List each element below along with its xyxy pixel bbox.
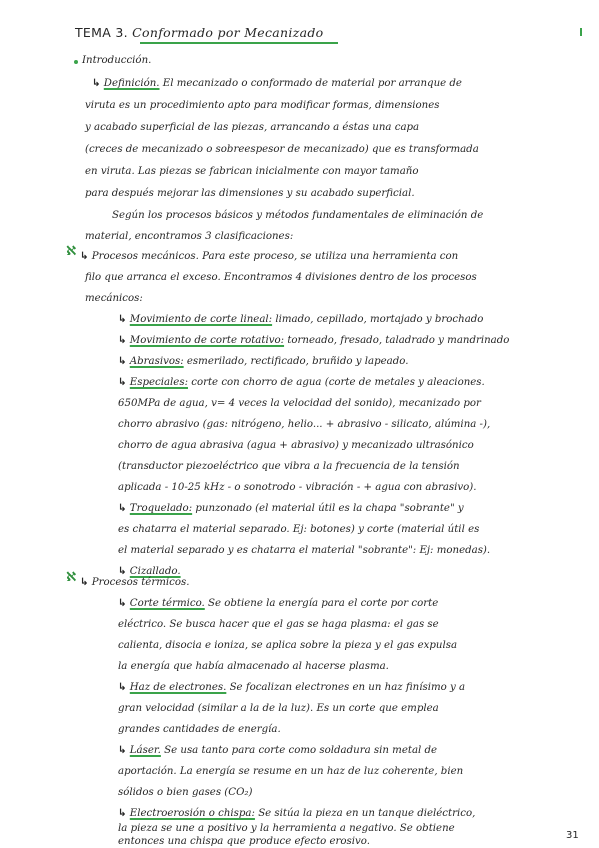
page-title bbox=[75, 26, 323, 39]
mecanicos-intro-1: Para este proceso, se utiliza una herramienta con bbox=[202, 251, 459, 262]
haz-line-2: gran velocidad (similar a la de la luz). Es un corte que emplea bbox=[118, 703, 439, 714]
item-label: Abrasivos: bbox=[129, 356, 184, 367]
intro-line-1-text: El mecanizado o conformado de material por arranque de bbox=[162, 78, 462, 89]
mecanicos-intro-3: mecánicos: bbox=[85, 293, 143, 304]
cizallado-label: Cizallado. bbox=[129, 566, 181, 577]
laser-line-2: aportación. La energía se resume en un haz de luz coherente, bien bbox=[118, 766, 464, 777]
troquelado-line-1 bbox=[118, 502, 464, 515]
troquelado-text-1: punzonado (el material útil es la chapa "sobrante" y bbox=[195, 503, 464, 514]
especiales-line-5: aplicada - 10-25 kHz - o sonotrodo - vibración - + agua con abrasivo). bbox=[118, 482, 477, 493]
intro-line-3: y acabado superficial de las piezas, arrancando a éstas una capa bbox=[85, 122, 420, 133]
intro-line-2: viruta es un procedimiento apto para modificar formas, dimensiones bbox=[85, 100, 440, 111]
corte-line-4: la energía que había almacenado al hacerse plasma. bbox=[118, 661, 389, 672]
intro-line-8: material, encontramos 3 clasificaciones: bbox=[85, 231, 294, 242]
arrow-icon: ↳ bbox=[118, 314, 127, 325]
termicos-heading: Procesos térmicos. bbox=[91, 577, 190, 588]
laser-text-1: Se usa tanto para corte como soldadura sin metal de bbox=[164, 745, 438, 756]
mecanicos-item-4 bbox=[118, 376, 485, 389]
arrow-icon: ↳ bbox=[80, 577, 89, 588]
arrow-icon: ↳ bbox=[118, 745, 127, 756]
haz-label: Haz de electrones. bbox=[129, 682, 227, 693]
especiales-line-2: chorro abrasivo (gas: nitrógeno, helio... + abrasivo - silicato, alúmina -), bbox=[118, 419, 491, 430]
definition-label: Definición. bbox=[103, 78, 160, 89]
title-underline bbox=[140, 42, 338, 44]
electro-text-1: Se sitúa la pieza en un tanque dieléctrico, bbox=[258, 808, 476, 819]
title-label: TEMA 3. bbox=[75, 25, 128, 40]
haz-line-3: grandes cantidades de energía. bbox=[118, 724, 281, 735]
arrow-icon: ↳ bbox=[118, 682, 127, 693]
intro-line-1 bbox=[92, 77, 462, 90]
arrow-icon: ↳ bbox=[118, 356, 127, 367]
arrow-icon: ↳ bbox=[92, 78, 101, 89]
corner-mark bbox=[580, 28, 582, 36]
item-label: Movimiento de corte rotativo: bbox=[129, 335, 285, 346]
corte-line-1 bbox=[118, 597, 438, 610]
arrow-icon: ↳ bbox=[118, 598, 127, 609]
termicos-heading-line bbox=[80, 576, 189, 589]
corte-line-3: calienta, disocia e ioniza, se aplica sobre la pieza y el gas expulsa bbox=[118, 640, 458, 651]
corte-text-1: Se obtiene la energía para el corte por corte bbox=[208, 598, 439, 609]
mecanicos-item-3 bbox=[118, 355, 408, 368]
mecanicos-intro-2: filo que arranca el exceso. Encontramos 4 divisiones dentro de los procesos bbox=[85, 272, 477, 283]
item-label: Especiales: bbox=[129, 377, 188, 388]
title-text: Conformado por Mecanizado bbox=[132, 25, 324, 40]
corte-line-2: eléctrico. Se busca hacer que el gas se haga plasma: el gas se bbox=[118, 619, 439, 630]
arrow-icon: ↳ bbox=[118, 808, 127, 819]
bullet-dot bbox=[74, 60, 78, 64]
electro-line-3: entonces una chispa que produce efecto erosivo. bbox=[118, 836, 370, 847]
laser-line-1 bbox=[118, 744, 437, 757]
electro-label: Electroerosión o chispa: bbox=[129, 808, 255, 819]
intro-line-5: en viruta. Las piezas se fabrican inicialmente con mayor tamaño bbox=[85, 166, 419, 177]
especiales-line-3: chorro de agua abrasiva (agua + abrasivo) y mecanizado ultrasónico bbox=[118, 440, 474, 451]
mecanicos-item-1 bbox=[118, 313, 483, 326]
arrow-icon: ↳ bbox=[118, 503, 127, 514]
electro-line-1 bbox=[118, 807, 475, 820]
arrow-icon: ↳ bbox=[118, 377, 127, 388]
intro-line-6: para después mejorar las dimensiones y su acabado superficial. bbox=[85, 188, 415, 199]
haz-text-1: Se focalizan electrones en un haz finísimo y a bbox=[229, 682, 466, 693]
section-heading-intro: Introducción. bbox=[82, 55, 152, 66]
flag-icon: ℵ bbox=[66, 244, 77, 259]
haz-line-1 bbox=[118, 681, 465, 694]
arrow-icon: ↳ bbox=[80, 251, 89, 262]
mecanicos-item-2 bbox=[118, 334, 509, 347]
corte-label: Corte térmico. bbox=[129, 598, 205, 609]
flag-icon: ℵ bbox=[66, 570, 77, 585]
arrow-icon: ↳ bbox=[118, 335, 127, 346]
troquelado-label: Troquelado: bbox=[129, 503, 193, 514]
page-number: 31 bbox=[566, 830, 579, 841]
item-text: limado, cepillado, mortajado y brochado bbox=[275, 314, 484, 325]
intro-line-4: (creces de mecanizado o sobreespesor de mecanizado) que es transformada bbox=[85, 144, 479, 155]
arrow-icon: ↳ bbox=[118, 566, 127, 577]
item-text: esmerilado, rectificado, bruñido y lapeado. bbox=[186, 356, 409, 367]
item-text: corte con chorro de agua (corte de metales y aleaciones. bbox=[191, 377, 485, 388]
laser-line-3: sólidos o bien gases (CO₂) bbox=[118, 787, 253, 798]
especiales-line-4: (transductor piezoeléctrico que vibra a la frecuencia de la tensión bbox=[118, 461, 460, 472]
laser-label: Láser. bbox=[129, 745, 161, 756]
mecanicos-heading: Procesos mecánicos. bbox=[91, 251, 199, 262]
mecanicos-line-1 bbox=[80, 250, 458, 263]
intro-line-7: Según los procesos básicos y métodos fundamentales de eliminación de bbox=[112, 210, 484, 221]
item-label: Movimiento de corte lineal: bbox=[129, 314, 273, 325]
especiales-line-1: 650MPa de agua, v= 4 veces la velocidad del sonido), mecanizado por bbox=[118, 398, 481, 409]
troquelado-line-2: es chatarra el material separado. Ej: botones) y corte (material útil es bbox=[118, 524, 480, 535]
item-text: torneado, fresado, taladrado y mandrinado bbox=[287, 335, 510, 346]
troquelado-line-3: el material separado y es chatarra el material "sobrante": Ej: monedas). bbox=[118, 545, 491, 556]
electro-line-2: la pieza se une a positivo y la herramienta a negativo. Se obtiene bbox=[118, 823, 455, 834]
